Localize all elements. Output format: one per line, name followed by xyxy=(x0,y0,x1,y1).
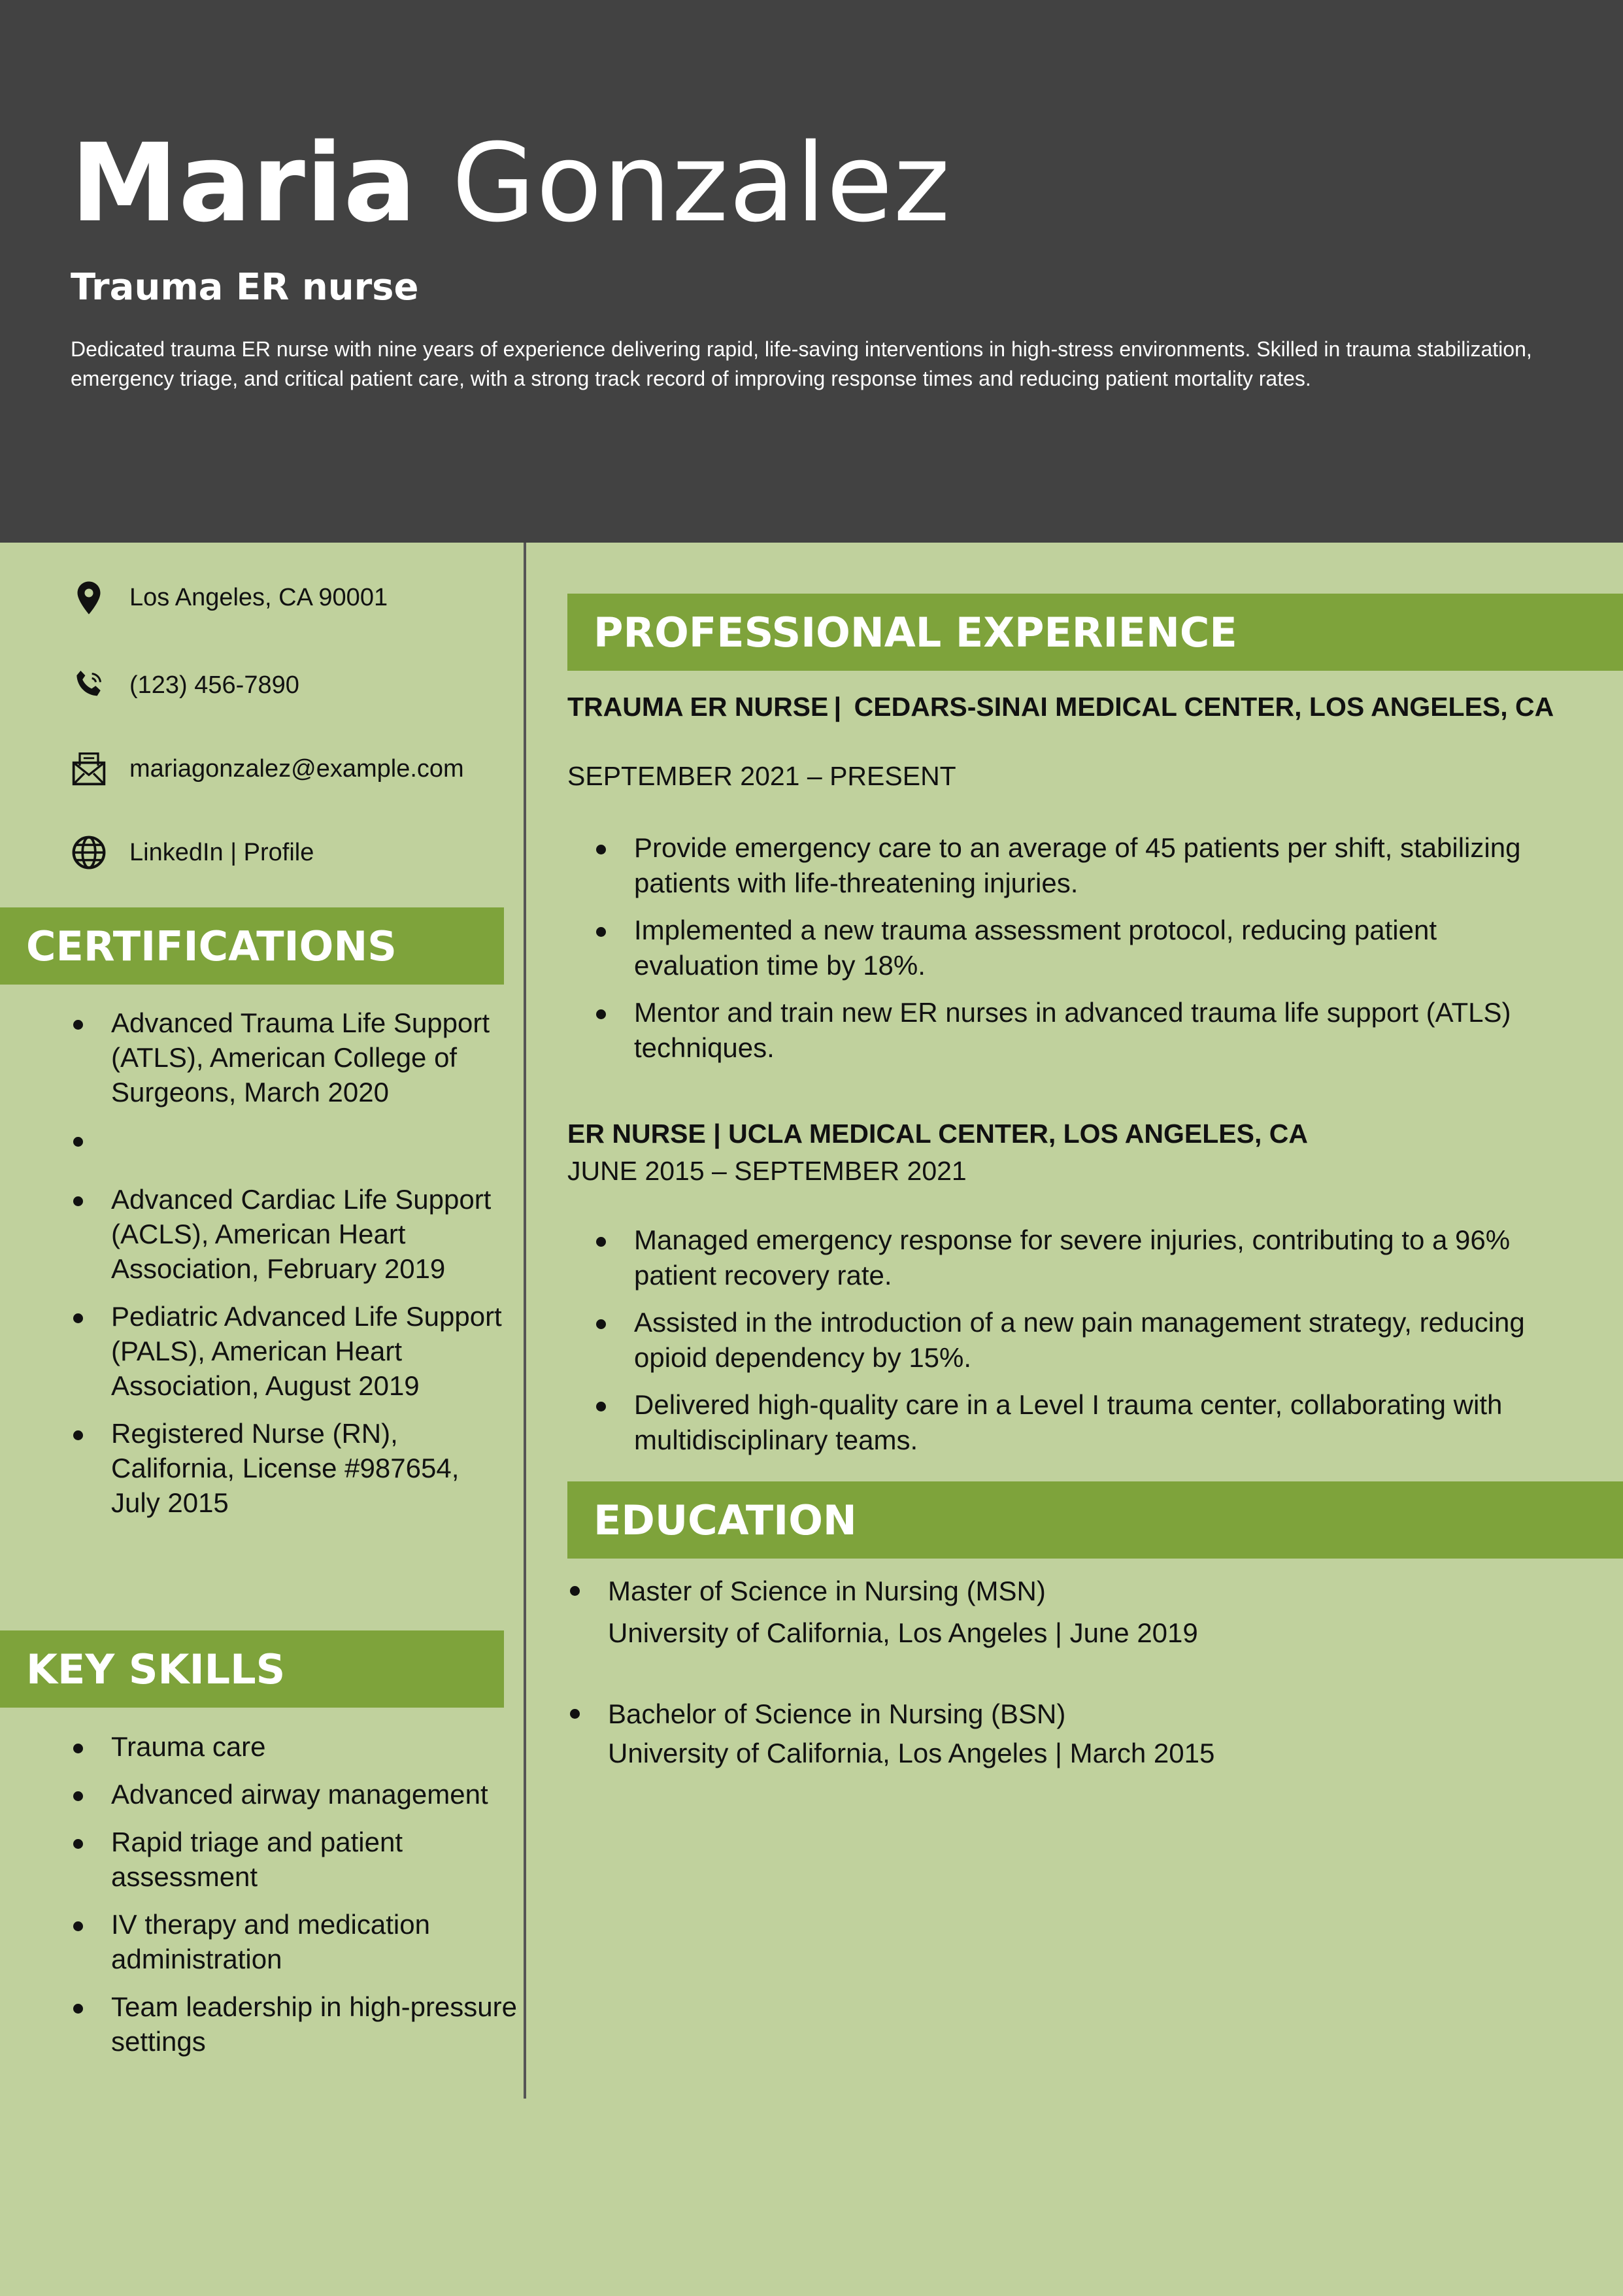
degree: Bachelor of Science in Nursing (BSN) xyxy=(608,1698,1066,1729)
job-heading: ER NURSE | UCLA MEDICAL CENTER, LOS ANGELES, CA xyxy=(567,1119,1308,1149)
location-text: Los Angeles, CA 90001 xyxy=(129,584,388,611)
job-heading: TRAUMA ER NURSE | CEDARS-SINAI MEDICAL CENTER, LOS ANGELES, CA xyxy=(567,692,1554,722)
list-item: Mentor and train new ER nurses in advanced trauma life support (ATLS) techniques. xyxy=(567,995,1561,1066)
linkedin-text[interactable]: LinkedIn | Profile xyxy=(129,839,314,866)
bullet-dot xyxy=(570,1586,580,1596)
list-item xyxy=(71,1123,515,1157)
job-title: Trauma ER nurse xyxy=(71,266,419,309)
column-divider xyxy=(524,543,526,2099)
contact-location xyxy=(71,571,388,624)
experience-heading: PROFESSIONAL EXPERIENCE xyxy=(567,594,1623,671)
job-dates: SEPTEMBER 2021 – PRESENT xyxy=(567,761,956,791)
list-item: Trauma care xyxy=(71,1729,522,1764)
contact-phone xyxy=(71,659,299,711)
globe-icon xyxy=(71,834,107,871)
list-item: Pediatric Advanced Life Support (PALS), American Heart Association, August 2019 xyxy=(71,1299,515,1403)
list-item: Managed emergency response for severe injuries, contributing to a 96% patient recovery rate. xyxy=(567,1223,1561,1293)
education-heading: EDUCATION xyxy=(567,1481,1623,1559)
professional-summary: Dedicated trauma ER nurse with nine years of experience delivering rapid, life-saving interventions in high-stress environments. Skilled in trauma stabilization, emergency triage, and critical patient care, with a strong track record of improving response times and reducing patient mortality rates. xyxy=(71,337,1532,390)
location-pin-icon xyxy=(71,579,107,616)
list-item: Advanced airway management xyxy=(71,1777,522,1812)
first-name: Maria xyxy=(71,120,417,246)
phone-icon xyxy=(71,667,107,703)
list-item: Registered Nurse (RN), California, License #987654, July 2015 xyxy=(71,1416,515,1520)
email-text[interactable]: mariagonzalez@example.com xyxy=(129,755,464,783)
list-item: Team leadership in high-pressure settings xyxy=(71,1989,522,2059)
list-item: Advanced Trauma Life Support (ATLS), American College of Surgeons, March 2020 xyxy=(71,1005,515,1109)
mail-icon xyxy=(71,751,107,787)
job-bullets xyxy=(567,830,1561,1066)
key-skills-heading: KEY SKILLS xyxy=(0,1630,504,1708)
list-item: IV therapy and medication administration xyxy=(71,1907,522,1976)
contact-email xyxy=(71,743,464,795)
resume-header xyxy=(0,0,1623,543)
job-bullets xyxy=(567,1223,1561,1458)
last-name: Gonzalez xyxy=(452,120,951,246)
key-skills-list xyxy=(71,1729,522,2059)
certifications-list xyxy=(71,1005,515,1520)
contact-web xyxy=(71,826,314,879)
certifications-heading: CERTIFICATIONS xyxy=(0,907,504,985)
list-item: Assisted in the introduction of a new pain management strategy, reducing opioid dependency by 15%. xyxy=(567,1305,1561,1376)
bullet-dot xyxy=(570,1709,580,1719)
education-item xyxy=(567,1695,1587,1773)
job-dates: JUNE 2015 – SEPTEMBER 2021 xyxy=(567,1156,967,1186)
list-item: Implemented a new trauma assessment protocol, reducing patient evaluation time by 18%. xyxy=(567,913,1561,983)
education-item xyxy=(567,1572,1587,1653)
candidate-name xyxy=(71,111,950,255)
list-item: Rapid triage and patient assessment xyxy=(71,1825,522,1894)
list-item: Delivered high-quality care in a Level I trauma center, collaborating with multidisciplinary teams. xyxy=(567,1387,1561,1458)
degree: Master of Science in Nursing (MSN) xyxy=(608,1576,1046,1606)
phone-text: (123) 456-7890 xyxy=(129,671,299,699)
list-item: Advanced Cardiac Life Support (ACLS), American Heart Association, February 2019 xyxy=(71,1182,515,1286)
school: University of California, Los Angeles | March 2015 xyxy=(608,1738,1215,1768)
list-item: Provide emergency care to an average of 45 patients per shift, stabilizing patients with life-threatening injuries. xyxy=(567,830,1561,901)
school: University of California, Los Angeles | June 2019 xyxy=(608,1617,1198,1648)
